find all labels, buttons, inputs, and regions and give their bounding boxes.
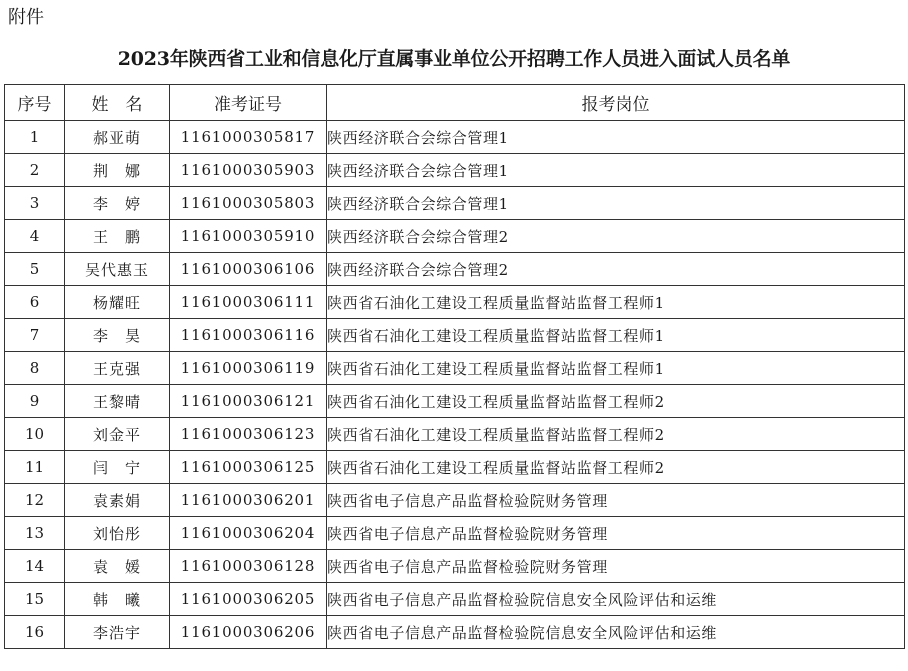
cell-name: 李浩宇 [65, 616, 170, 649]
table-row [5, 220, 905, 253]
cell-exam-id: 1161000306111 [170, 286, 327, 319]
table-row [5, 484, 905, 517]
candidate-table [4, 84, 905, 649]
cell-seq: 1 [5, 121, 65, 154]
table-row [5, 616, 905, 649]
table-header-row [5, 85, 905, 121]
cell-name: 吴代惠玉 [65, 253, 170, 286]
cell-exam-id: 1161000306125 [170, 451, 327, 484]
cell-seq: 5 [5, 253, 65, 286]
table-row [5, 352, 905, 385]
cell-post: 陕西经济联合会综合管理1 [327, 154, 905, 187]
cell-post: 陕西省石油化工建设工程质量监督站监督工程师2 [327, 451, 905, 484]
cell-exam-id: 1161000305903 [170, 154, 327, 187]
cell-name: 袁素娟 [65, 484, 170, 517]
cell-exam-id: 1161000305803 [170, 187, 327, 220]
cell-name: 王克强 [65, 352, 170, 385]
cell-name: 刘怡彤 [65, 517, 170, 550]
document-title: 2023年陕西省工业和信息化厅直属事业单位公开招聘工作人员进入面试人员名单 [117, 48, 791, 70]
cell-post: 陕西省石油化工建设工程质量监督站监督工程师2 [327, 385, 905, 418]
cell-seq: 3 [5, 187, 65, 220]
cell-exam-id: 1161000306206 [170, 616, 327, 649]
cell-post: 陕西省电子信息产品监督检验院财务管理 [327, 517, 905, 550]
table-row [5, 319, 905, 352]
table-row [5, 154, 905, 187]
cell-seq: 4 [5, 220, 65, 253]
cell-name: 袁 媛 [65, 550, 170, 583]
cell-post: 陕西经济联合会综合管理2 [327, 253, 905, 286]
cell-exam-id: 1161000306201 [170, 484, 327, 517]
cell-exam-id: 1161000306106 [170, 253, 327, 286]
table-row [5, 253, 905, 286]
cell-seq: 13 [5, 517, 65, 550]
table-row [5, 187, 905, 220]
cell-post: 陕西省石油化工建设工程质量监督站监督工程师1 [327, 352, 905, 385]
cell-post: 陕西省石油化工建设工程质量监督站监督工程师1 [327, 286, 905, 319]
cell-exam-id: 1161000305817 [170, 121, 327, 154]
cell-name: 王黎晴 [65, 385, 170, 418]
cell-name: 王 鹏 [65, 220, 170, 253]
cell-post: 陕西省电子信息产品监督检验院信息安全风险评估和运维 [327, 616, 905, 649]
table-row [5, 583, 905, 616]
cell-post: 陕西省电子信息产品监督检验院财务管理 [327, 550, 905, 583]
cell-seq: 14 [5, 550, 65, 583]
column-header-name: 姓 名 [65, 85, 170, 121]
column-header-exam-id: 准考证号 [170, 85, 327, 121]
cell-name: 郝亚萌 [65, 121, 170, 154]
table-row [5, 385, 905, 418]
cell-name: 杨耀旺 [65, 286, 170, 319]
cell-name: 刘金平 [65, 418, 170, 451]
cell-seq: 10 [5, 418, 65, 451]
cell-post: 陕西经济联合会综合管理1 [327, 187, 905, 220]
cell-seq: 6 [5, 286, 65, 319]
cell-seq: 15 [5, 583, 65, 616]
cell-seq: 9 [5, 385, 65, 418]
table-row [5, 121, 905, 154]
table-body [5, 121, 905, 649]
cell-exam-id: 1161000305910 [170, 220, 327, 253]
cell-seq: 8 [5, 352, 65, 385]
cell-post: 陕西经济联合会综合管理2 [327, 220, 905, 253]
cell-exam-id: 1161000306119 [170, 352, 327, 385]
cell-seq: 2 [5, 154, 65, 187]
cell-seq: 11 [5, 451, 65, 484]
cell-name: 荆 娜 [65, 154, 170, 187]
table-row [5, 451, 905, 484]
table-row [5, 286, 905, 319]
cell-exam-id: 1161000306121 [170, 385, 327, 418]
column-header-seq: 序号 [5, 85, 65, 121]
cell-post: 陕西省石油化工建设工程质量监督站监督工程师1 [327, 319, 905, 352]
cell-exam-id: 1161000306116 [170, 319, 327, 352]
table-row [5, 517, 905, 550]
cell-exam-id: 1161000306205 [170, 583, 327, 616]
cell-post: 陕西经济联合会综合管理1 [327, 121, 905, 154]
cell-post: 陕西省石油化工建设工程质量监督站监督工程师2 [327, 418, 905, 451]
attachment-label: 附件 [8, 7, 44, 28]
cell-post: 陕西省电子信息产品监督检验院信息安全风险评估和运维 [327, 583, 905, 616]
cell-seq: 7 [5, 319, 65, 352]
cell-exam-id: 1161000306123 [170, 418, 327, 451]
cell-seq: 12 [5, 484, 65, 517]
cell-exam-id: 1161000306128 [170, 550, 327, 583]
cell-exam-id: 1161000306204 [170, 517, 327, 550]
table-row [5, 418, 905, 451]
column-header-post: 报考岗位 [327, 85, 905, 121]
cell-name: 闫 宁 [65, 451, 170, 484]
cell-name: 李 昊 [65, 319, 170, 352]
table-row [5, 550, 905, 583]
cell-seq: 16 [5, 616, 65, 649]
cell-name: 韩 曦 [65, 583, 170, 616]
cell-post: 陕西省电子信息产品监督检验院财务管理 [327, 484, 905, 517]
cell-name: 李 婷 [65, 187, 170, 220]
